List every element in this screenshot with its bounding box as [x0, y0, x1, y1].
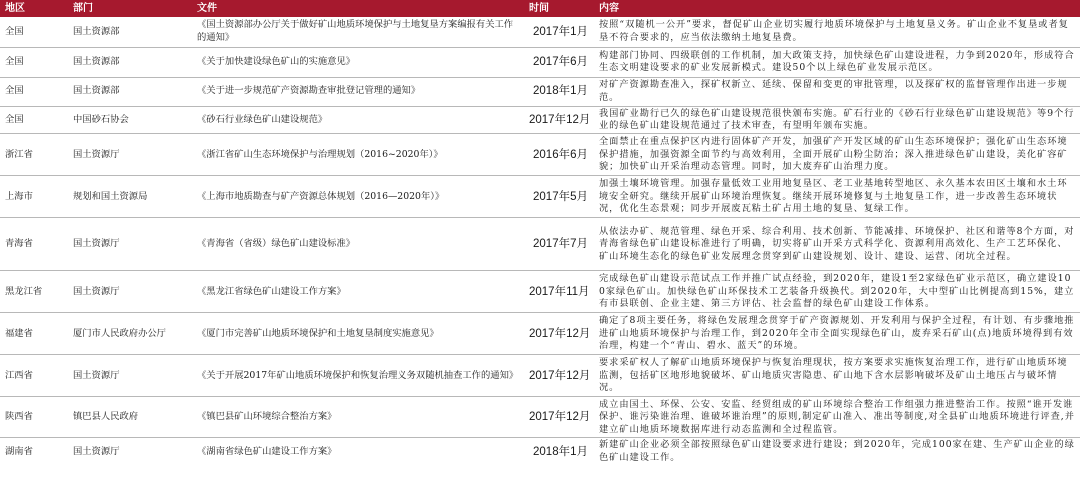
document-cell: 《黑龙江省绿色矿山建设工作方案》	[192, 271, 524, 313]
department-cell: 国土资源部	[68, 47, 192, 77]
region-cell: 陕西省	[0, 397, 68, 438]
content-cell: 成立由国土、环保、公安、安监、经贸组成的矿山环境综合整治工作组强力推进整治工作。按照“谁开发谁保护、谁污染谁治理、谁破坏谁治理”的原则,制定矿山准入、准出等制度,对全县矿山地质环境进行评查,并建立矿山地质环境数据库进行动态监测和全过程监管。	[594, 397, 1080, 438]
header-content: 内容	[594, 0, 1080, 17]
header-date: 时间	[524, 0, 594, 17]
content-cell: 构建部门协同、四级联创的工作机制，加大政策支持，加快绿色矿山建设进程，力争到2020年，形成符合生态文明建设要求的矿业发展新模式。建设50个以上绿色矿业发展示范区。	[594, 47, 1080, 77]
content-cell: 要求采矿权人了解矿山地质环境保护与恢复治理现状，按方案要求实施恢复治理工作，进行矿山地质环境监测，包括矿区地形地貌破坏、矿山地质灾害隐患、矿山地下含水层影响破坏及矿山土地压占与破坏情况。	[594, 355, 1080, 397]
table-row	[0, 313, 1080, 355]
table-row	[0, 438, 1080, 465]
table-row	[0, 17, 1080, 47]
date-cell: 2017年6月	[524, 47, 594, 77]
content-cell: 我国矿业勘行已久的绿色矿山建设规范很快颁布实施。矿石行业的《砂石行业绿色矿山建设规范》等9个行业的绿色矿山建设规范通过了技术审查，有望明年颁布实施。	[594, 106, 1080, 134]
date-cell: 2017年11月	[524, 271, 594, 313]
department-cell: 国土资源厅	[73, 445, 120, 457]
document-cell: 《浙江省矿山生态环境保护与治理规划（2016~2020年）》	[192, 134, 524, 176]
department-cell: 国土资源部	[68, 77, 192, 106]
date-cell: 2017年5月	[524, 176, 594, 218]
table-row	[0, 47, 1080, 77]
region-cell: 全国	[0, 106, 68, 134]
region-cell: 全国	[0, 17, 68, 47]
document-cell: 《关于开展2017年矿山地质环境保护和恢复治理义务双随机抽查工作的通知》	[192, 355, 524, 397]
document-cell: 《砂石行业绿色矿山建设规范》	[192, 106, 524, 134]
date-cell: 2017年12月	[524, 106, 594, 134]
region-cell: 湖南省	[5, 445, 33, 457]
header-department: 部门	[68, 0, 192, 17]
document-cell: 《关于加快建设绿色矿山的实施意见》	[192, 47, 524, 77]
region-cell: 上海市	[0, 176, 68, 218]
date-cell: 2017年1月	[524, 17, 594, 47]
table-row	[0, 134, 1080, 176]
region-cell: 福建省	[0, 313, 68, 355]
region-cell: 江西省	[0, 355, 68, 397]
document-cell: 《青海省（省级）绿色矿山建设标准》	[192, 218, 524, 271]
department-cell: 国土资源厅	[68, 271, 192, 313]
department-cell: 中国砂石协会	[68, 106, 192, 134]
table-row	[0, 355, 1080, 397]
document-cell: 《上海市地质勘查与矿产资源总体规划（2016—2020年）》	[192, 176, 524, 218]
table-body	[0, 17, 1080, 465]
document-cell: 《镇巴县矿山环境综合整治方案》	[192, 397, 524, 438]
department-cell: 规划和国土资源局	[68, 176, 192, 218]
content-cell: 确定了8项主要任务，将绿色发展理念贯穿于矿产资源规划、开发利用与保护全过程，有计划、有步骤地推进矿山地质环境保护与治理工作，到2020年全市全面实现绿色矿山，废弃采石矿山(点)地质环境得到有效治理，构建一个“青山、碧水、蓝天”的环境。	[594, 313, 1080, 355]
content-cell: 全面禁止在重点保护区内进行固体矿产开发，加强矿产开发区域的矿山生态环境保护；强化矿山生态环境保护措施，加强资源全面节约与高效利用，全面开展矿山粉尘防治；深入推进绿色矿山建设，美化矿容矿貌；加快矿山开采治理动态管理。同时，加大废弃矿山治理力度。	[594, 134, 1080, 176]
department-cell: 镇巴县人民政府	[68, 397, 192, 438]
header-document: 文件	[192, 0, 524, 17]
table-row	[0, 218, 1080, 271]
region-cell: 全国	[0, 47, 68, 77]
department-cell: 国土资源厅	[68, 218, 192, 271]
content-cell: 加强土壤环境管理。加强存量低效工业用地复垦区、老工业基地转型地区、永久基本农田区土壤和水土环境安全研究。继续开展矿山环境治理恢复。继续开展环境修复与土地复垦工作，进一步改善生态环境状况，优化生态景观；同步开展废瓦粘土矿占用土地的复垦、复绿工作。	[594, 176, 1080, 218]
date-cell: 2016年6月	[524, 134, 594, 176]
table-row	[0, 106, 1080, 134]
table-header	[0, 0, 1080, 17]
date-cell: 2018年1月	[524, 77, 594, 106]
department-cell: 厦门市人民政府办公厅	[68, 313, 192, 355]
date-cell: 2017年7月	[524, 218, 594, 271]
content-cell: 按照“双随机一公开”要求，督促矿山企业切实履行地质环境保护与土地复垦义务。矿山企业不复垦或者复垦不符合要求的，应当依法缴纳土地复垦费。	[594, 17, 1080, 47]
document-cell: 《关于进一步规范矿产资源勘查审批登记管理的通知》	[192, 77, 524, 106]
department-cell: 国土资源厅	[68, 355, 192, 397]
department-cell: 国土资源部	[68, 17, 192, 47]
table-row	[0, 271, 1080, 313]
header-row	[0, 0, 1080, 17]
document-cell: 《湖南省绿色矿山建设工作方案》	[197, 445, 337, 457]
region-cell: 全国	[0, 77, 68, 106]
table-row	[0, 176, 1080, 218]
date-cell: 2018年1月	[533, 445, 588, 458]
content-cell: 对矿产资源勘查准入，探矿权新立、延续、保留和变更的审批管理，以及探矿权的监督管理作出进一步规范。	[594, 77, 1080, 106]
content-cell: 完成绿色矿山建设示范试点工作并推广试点经验，到2020年，建设1至2家绿色矿业示范区，确立建设100家绿色矿山。加快绿色矿山环保技术工艺装备升级换代。到2020年，大中型矿山比例提高到15%，建立有市县联创、企业主建、第三方评估、社会监督的绿色矿山建设工作体系。	[594, 271, 1080, 313]
date-cell: 2017年12月	[524, 397, 594, 438]
document-cell: 《厦门市完善矿山地质环境保护和土地复垦制度实施意见》	[192, 313, 524, 355]
date-cell: 2017年12月	[524, 313, 594, 355]
table-row	[0, 77, 1080, 106]
header-region: 地区	[0, 0, 68, 17]
department-cell: 国土资源厅	[68, 134, 192, 176]
content-cell: 从依法办矿、规范管理、绿色开采、综合利用、技术创新、节能减排、环境保护、社区和谐等8个方面，对青海省绿色矿山建设标准进行了明确，切实将矿山开采方式科学化、资源利用高效化、生产工艺环保化、矿山环境生态化的绿色矿业发展理念贯穿到矿山建设规划、设计、建设、运营、闭坑全过程。	[594, 218, 1080, 271]
region-cell: 青海省	[0, 218, 68, 271]
table-row	[0, 397, 1080, 438]
date-cell: 2017年12月	[524, 355, 594, 397]
document-cell: 《国土资源部办公厅关于做好矿山地质环境保护与土地复垦方案编报有关工作的通知》	[192, 17, 524, 47]
region-cell: 浙江省	[0, 134, 68, 176]
content-cell: 新建矿山企业必须全部按照绿色矿山建设要求进行建设；到2020年，完成100家在建、生产矿山企业的绿色矿山建设工作。	[599, 439, 1075, 463]
region-cell: 黑龙江省	[0, 271, 68, 313]
